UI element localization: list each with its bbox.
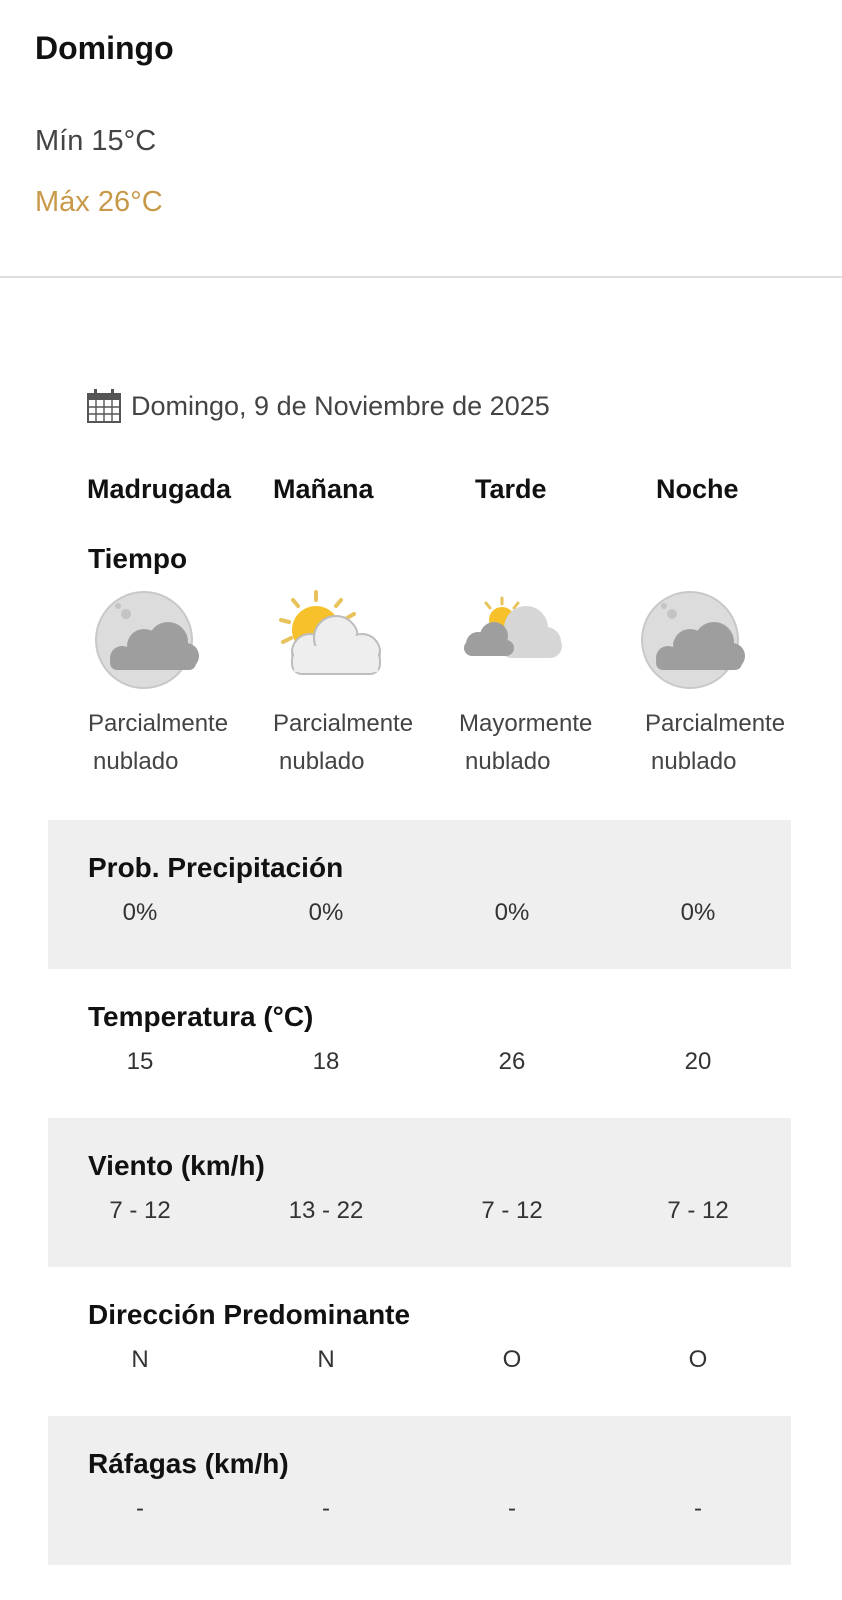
moon-cloud-icon (634, 590, 754, 690)
weather-desc-line1: Parcialmente (645, 710, 786, 737)
weather-desc-line2: nublado (651, 748, 737, 775)
row-value: O (688, 1346, 708, 1373)
mostly-cloudy-icon (456, 590, 576, 690)
row-title: Dirección Predominante (88, 1299, 411, 1330)
period-noche: Noche (656, 474, 739, 504)
weather-desc (459, 705, 592, 781)
row-value: 0% (122, 899, 158, 926)
min-temperature: Mín 15°C (35, 125, 157, 157)
row-value: 0% (308, 899, 344, 926)
date-label: Domingo, 9 de Noviembre de 2025 (131, 390, 550, 421)
gusts-row (48, 1416, 791, 1565)
max-temperature: Máx 26°C (35, 186, 163, 218)
period-manana: Mañana (273, 474, 374, 504)
row-value: - (694, 1495, 702, 1522)
row-value: N (131, 1346, 149, 1373)
moon-cloud-icon (88, 590, 208, 690)
row-title: Temperatura (°C) (88, 1001, 314, 1032)
row-title: Prob. Precipitación (88, 852, 344, 883)
wind-direction-row (48, 1267, 791, 1416)
day-name: Domingo (35, 30, 174, 66)
day-summary[interactable] (0, 0, 842, 278)
temperature-row (48, 969, 791, 1118)
row-title: Viento (km/h) (88, 1150, 265, 1181)
row-title: Ráfagas (km/h) (88, 1448, 289, 1479)
weather-desc-line1: Mayormente (459, 710, 593, 737)
sun-cloud-icon (276, 590, 396, 690)
weather-desc-line1: Parcialmente (88, 710, 229, 737)
weather-title: Tiempo (88, 543, 188, 574)
row-value: 7 - 12 (481, 1197, 543, 1224)
precipitation-row (48, 820, 791, 969)
weather-desc (645, 705, 785, 781)
weather-desc (88, 705, 228, 781)
row-value: N (317, 1346, 335, 1373)
calendar-icon (86, 388, 122, 424)
row-value: 20 (684, 1048, 712, 1075)
date-row (86, 386, 550, 426)
period-header (0, 474, 842, 510)
row-value: - (322, 1495, 330, 1522)
row-value: - (508, 1495, 516, 1522)
weather-desc (273, 705, 413, 781)
period-madrugada: Madrugada (87, 474, 232, 504)
weather-desc-line2: nublado (465, 748, 551, 775)
row-value: 15 (126, 1048, 154, 1075)
weather-desc-line2: nublado (93, 748, 179, 775)
row-value: O (502, 1346, 522, 1373)
row-value: 7 - 12 (667, 1197, 729, 1224)
row-value: 26 (498, 1048, 526, 1075)
row-value: 0% (680, 899, 716, 926)
row-value: 18 (312, 1048, 340, 1075)
row-value: 7 - 12 (109, 1197, 171, 1224)
weather-desc-line2: nublado (279, 748, 365, 775)
period-tarde: Tarde (475, 474, 547, 504)
row-value: - (136, 1495, 144, 1522)
weather-desc-line1: Parcialmente (273, 710, 414, 737)
row-value: 13 - 22 (288, 1197, 364, 1224)
row-value: 0% (494, 899, 530, 926)
wind-row (48, 1118, 791, 1267)
